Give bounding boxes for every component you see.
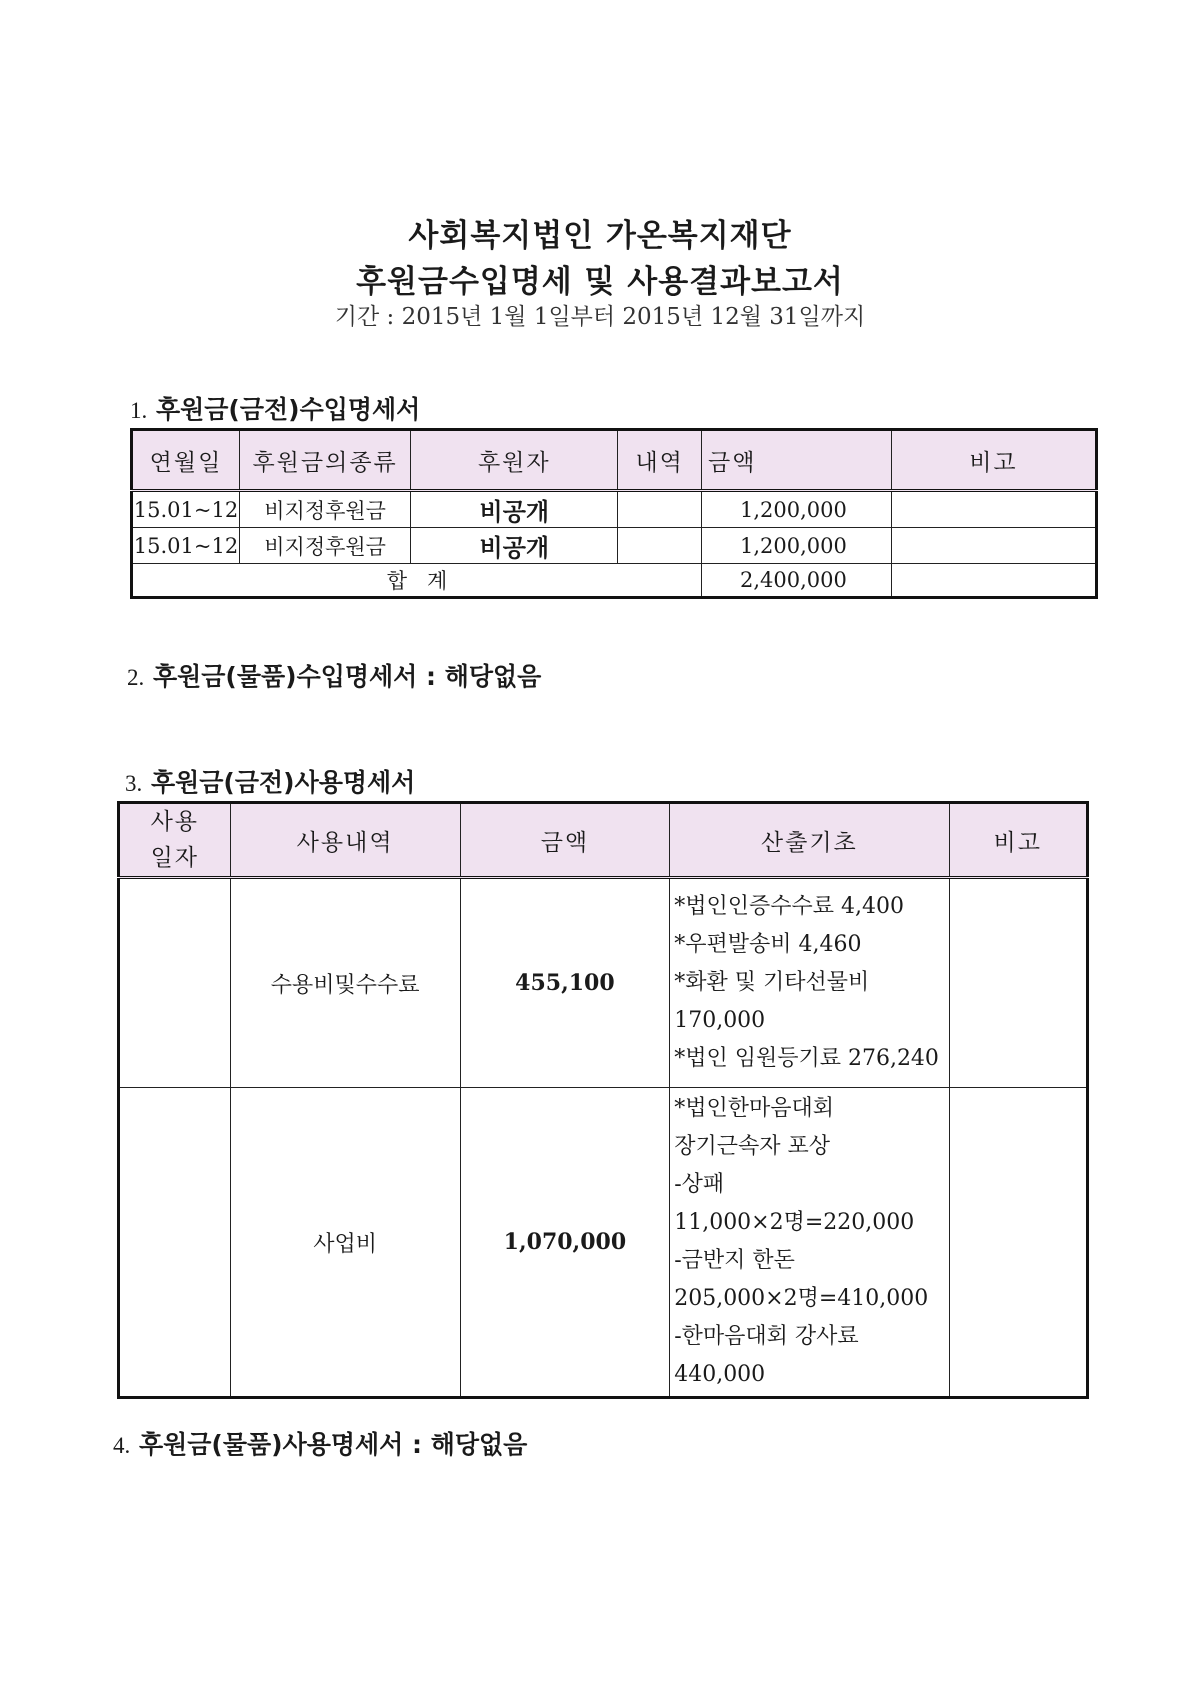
basis-line: 205,000×2명=410,000 <box>674 1286 929 1311</box>
section2-heading <box>127 657 541 693</box>
col-date: 연월일 <box>132 430 240 491</box>
section2-number: 2. <box>127 665 145 690</box>
cell-note <box>891 528 1096 564</box>
basis-line: *법인인증수수료 4,400 <box>674 894 904 919</box>
cell-use-date <box>119 1088 231 1398</box>
report-period: 기간 : 2015년 1월 1일부터 2015년 12월 31일까지 <box>334 304 866 330</box>
cell-amount: 1,200,000 <box>702 528 892 564</box>
section1-number: 1. <box>130 398 148 423</box>
cell-donor: 비공개 <box>411 491 618 528</box>
col-type: 후원금의종류 <box>239 430 410 491</box>
document-title: 사회복지법인 가온복지재단 <box>408 218 792 254</box>
document-subtitle: 후원금수입명세 및 사용결과보고서 <box>356 264 844 300</box>
basis-line: *화환 및 기타선물비 <box>674 970 870 995</box>
section4-number: 4. <box>113 1433 131 1458</box>
section2-title: 후원금(물품)수입명세서 : 해당없음 <box>152 662 542 691</box>
cell-use-amount: 455,100 <box>460 878 670 1088</box>
section3-heading <box>125 763 415 799</box>
section1-heading <box>130 390 420 426</box>
section4-heading <box>113 1425 527 1461</box>
col-use-note: 비고 <box>949 803 1088 878</box>
cell-note <box>891 491 1096 528</box>
cell-use-item: 수용비및수수료 <box>230 878 460 1088</box>
cell-donor: 비공개 <box>411 528 618 564</box>
total-label: 합 계 <box>132 564 702 598</box>
col-note: 비고 <box>891 430 1096 491</box>
cell-use-note <box>949 1088 1088 1398</box>
col-amount: 금액 <box>702 430 892 491</box>
basis-line: *법인한마음대회 <box>674 1096 834 1121</box>
cell-date: 15.01~12 <box>132 528 240 564</box>
expense-table-header <box>119 803 1088 878</box>
expense-table <box>117 801 1089 1399</box>
table-row <box>119 878 1088 1088</box>
basis-line: 11,000×2명=220,000 <box>674 1210 915 1235</box>
total-row <box>132 564 1097 598</box>
section4-title: 후원금(물품)사용명세서 : 해당없음 <box>138 1430 528 1459</box>
cell-amount: 1,200,000 <box>702 491 892 528</box>
cell-use-note <box>949 878 1088 1088</box>
col-use-date: 사용 일자 <box>119 803 231 878</box>
basis-line: *법인 임원등기료 276,240 <box>674 1046 939 1071</box>
basis-line: 장기근속자 포상 <box>674 1134 830 1159</box>
basis-line: 170,000 <box>674 1008 766 1033</box>
basis-line: -한마음대회 강사료 <box>674 1324 859 1349</box>
col-use-item: 사용내역 <box>230 803 460 878</box>
section3-title: 후원금(금전)사용명세서 <box>150 768 416 797</box>
col-detail: 내역 <box>618 430 702 491</box>
cell-use-basis <box>670 878 949 1088</box>
cell-type: 비지정후원금 <box>239 491 410 528</box>
table-row <box>132 528 1097 564</box>
col-donor: 후원자 <box>411 430 618 491</box>
cell-type: 비지정후원금 <box>239 528 410 564</box>
cell-use-date <box>119 878 231 1088</box>
section1-title: 후원금(금전)수입명세서 <box>155 395 421 424</box>
col-use-amount: 금액 <box>460 803 670 878</box>
table-row <box>119 1088 1088 1398</box>
income-table <box>130 428 1098 599</box>
total-note <box>891 564 1096 598</box>
total-amount: 2,400,000 <box>702 564 892 598</box>
cell-detail <box>618 528 702 564</box>
cell-use-basis <box>670 1088 949 1398</box>
basis-line: 440,000 <box>674 1362 766 1387</box>
cell-use-item: 사업비 <box>230 1088 460 1398</box>
col-use-basis: 산출기초 <box>670 803 949 878</box>
cell-detail <box>618 491 702 528</box>
table-row <box>132 491 1097 528</box>
basis-line: -상패 <box>674 1172 725 1197</box>
section3-number: 3. <box>125 771 143 796</box>
basis-line: *우편발송비 4,460 <box>674 932 862 957</box>
cell-use-amount: 1,070,000 <box>460 1088 670 1398</box>
basis-line: -금반지 한돈 <box>674 1248 795 1273</box>
cell-date: 15.01~12 <box>132 491 240 528</box>
income-table-header <box>132 430 1097 491</box>
